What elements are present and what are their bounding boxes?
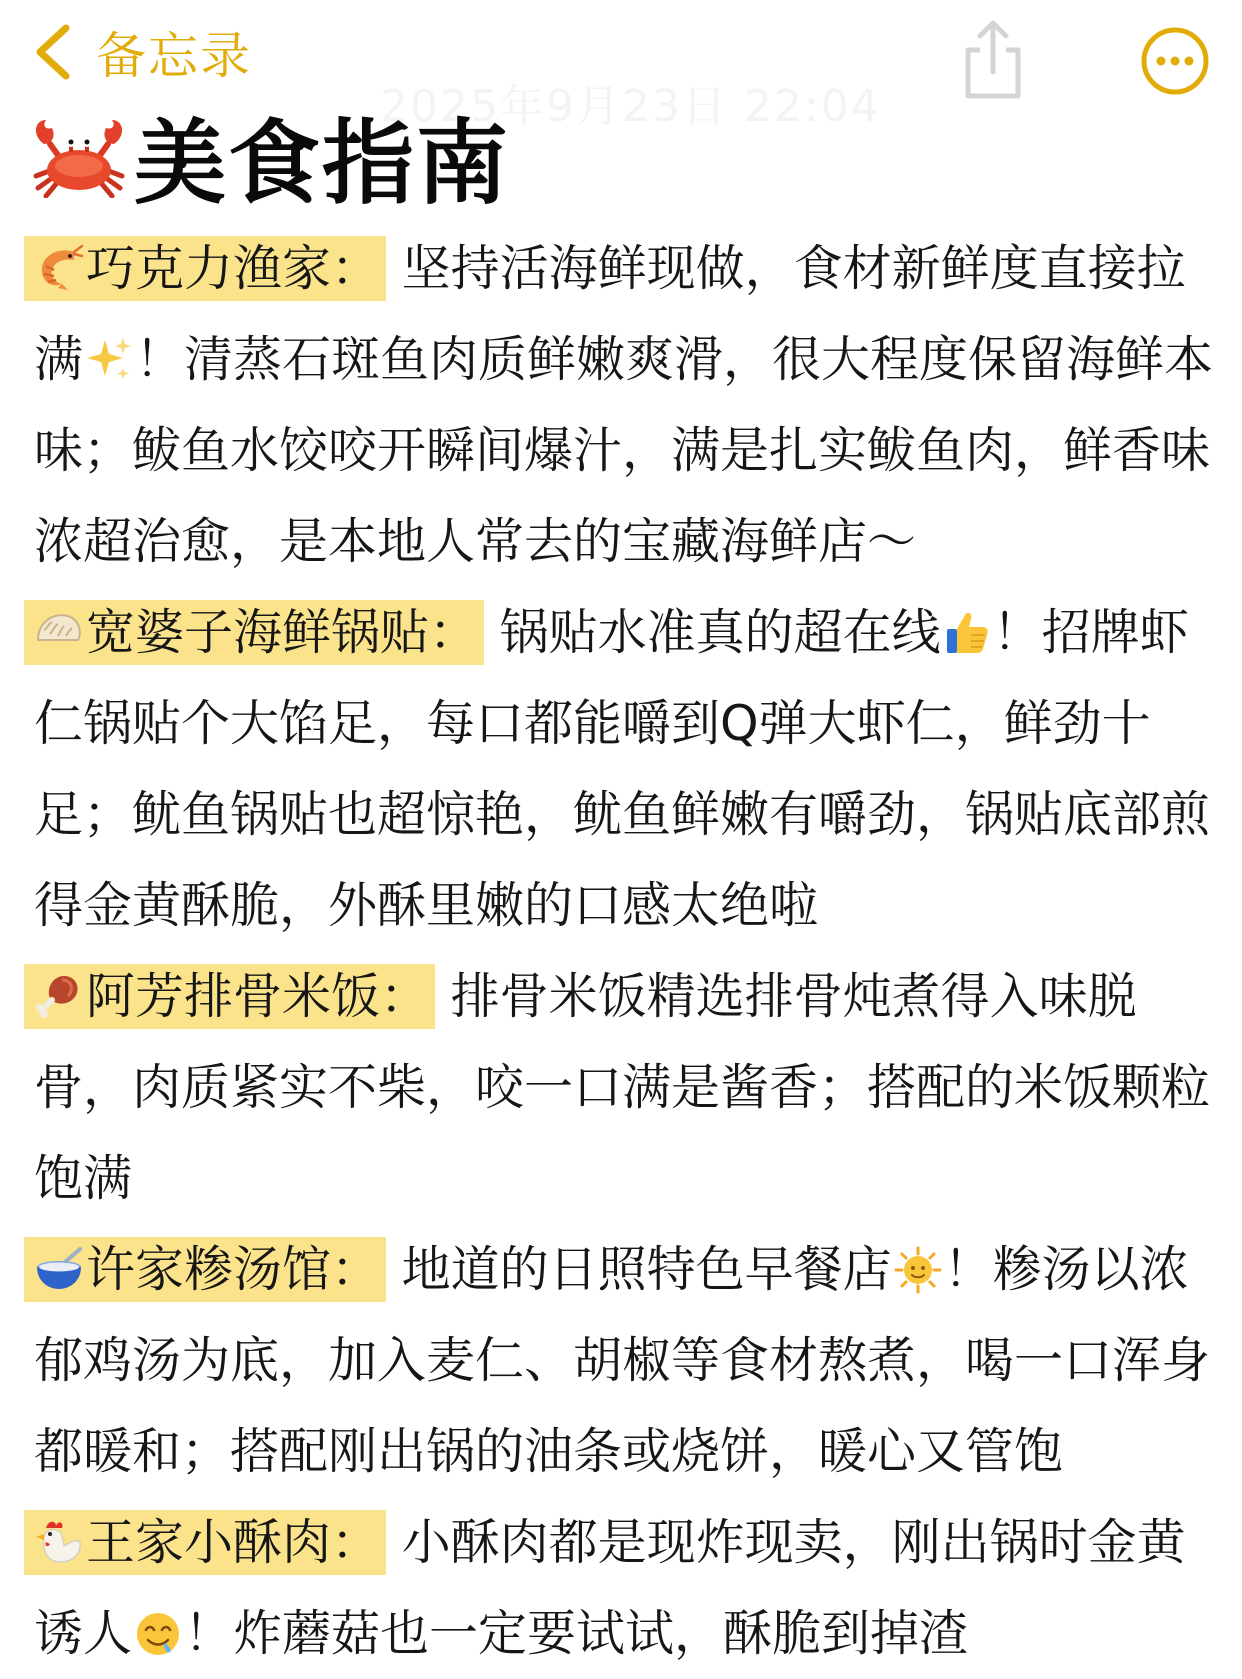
restaurant-description: 坚持活海鲜现做，食材新鲜度直接拉满 bbox=[34, 240, 1186, 388]
bowl-with-spoon-icon bbox=[34, 1243, 84, 1293]
restaurant-entry bbox=[34, 1497, 1214, 1679]
restaurant-name: 巧克力渔家 bbox=[86, 240, 332, 297]
rooster-icon bbox=[34, 1516, 84, 1566]
dumpling-icon bbox=[34, 606, 84, 656]
restaurant-name-highlight bbox=[24, 1510, 386, 1575]
more-options-icon[interactable] bbox=[1140, 26, 1210, 96]
navigation-bar bbox=[0, 0, 1242, 132]
note-date: 2025年9月23日 22:04 bbox=[380, 81, 881, 132]
restaurant-description: 地道的日照特色早餐店 bbox=[401, 1241, 892, 1298]
restaurant-name-separator: ： bbox=[380, 968, 430, 1025]
note-title: 美食指南 bbox=[134, 110, 511, 217]
sun-with-face-icon bbox=[894, 1246, 942, 1294]
back-button[interactable] bbox=[28, 22, 252, 85]
restaurant-entry bbox=[34, 587, 1214, 951]
meat-on-bone-icon bbox=[34, 970, 84, 1020]
drooling-face-icon bbox=[134, 1610, 182, 1658]
restaurant-name-separator: ： bbox=[331, 1241, 381, 1298]
restaurant-name: 阿芳排骨米饭 bbox=[86, 968, 381, 1025]
restaurant-name: 王家小酥肉 bbox=[86, 1514, 332, 1571]
restaurant-name-separator: ： bbox=[429, 604, 479, 661]
restaurant-description: 锅贴水准真的超在线 bbox=[499, 604, 941, 661]
restaurant-name-separator: ： bbox=[331, 1514, 381, 1571]
restaurant-name-highlight bbox=[24, 1237, 386, 1302]
restaurant-description-continued: ！招牌虾仁锅贴个大馅足，每口都能嚼到Q弹大虾仁，鲜劲十足；鱿鱼锅贴也超惊艳，鱿鱼鲜嫩有嚼劲，锅贴底部煎得金黄酥脆，外酥里嫩的口感太绝啦 bbox=[34, 604, 1211, 934]
restaurant-name-highlight bbox=[24, 236, 386, 301]
back-label: 备忘录 bbox=[96, 27, 252, 85]
share-icon[interactable] bbox=[958, 18, 1028, 102]
restaurant-entry bbox=[34, 951, 1214, 1224]
restaurant-name-highlight bbox=[24, 600, 484, 665]
sparkles-icon bbox=[85, 336, 133, 384]
restaurant-description-continued: ！糁汤以浓郁鸡汤为底，加入麦仁、胡椒等食材熬煮，喝一口浑身都暖和；搭配刚出锅的油条或烧饼，暖心又管饱 bbox=[34, 1241, 1211, 1480]
restaurant-name: 宽婆子海鲜锅贴 bbox=[86, 604, 430, 661]
restaurant-entry bbox=[34, 223, 1214, 587]
chevron-left-icon bbox=[28, 24, 78, 80]
shrimp-icon bbox=[34, 242, 84, 292]
restaurant-description-continued: ！炸蘑菇也一定要试试，酥脆到掉渣 bbox=[184, 1605, 969, 1662]
restaurant-name-separator: ： bbox=[331, 240, 381, 297]
thumbs-up-icon bbox=[943, 609, 991, 657]
crab-icon bbox=[30, 114, 128, 198]
restaurant-name-highlight bbox=[24, 964, 435, 1029]
note-body[interactable] bbox=[34, 223, 1214, 1679]
restaurant-description: 排骨米饭精选排骨炖煮得入味脱骨，肉质紧实不柴，咬一口满是酱香；搭配的米饭颗粒饱满 bbox=[34, 968, 1211, 1207]
restaurant-description-continued: ！清蒸石斑鱼肉质鲜嫩爽滑，很大程度保留海鲜本味；鲅鱼水饺咬开瞬间爆汁，满是扎实鲅鱼肉，鲜香味浓超治愈，是本地人常去的宝藏海鲜店～ bbox=[34, 331, 1214, 570]
restaurant-name: 许家糁汤馆 bbox=[86, 1241, 332, 1298]
restaurant-entry bbox=[34, 1224, 1214, 1497]
restaurant-description: 小酥肉都是现炸现卖，刚出锅时金黄诱人 bbox=[34, 1514, 1186, 1662]
note-title-row bbox=[30, 108, 511, 217]
